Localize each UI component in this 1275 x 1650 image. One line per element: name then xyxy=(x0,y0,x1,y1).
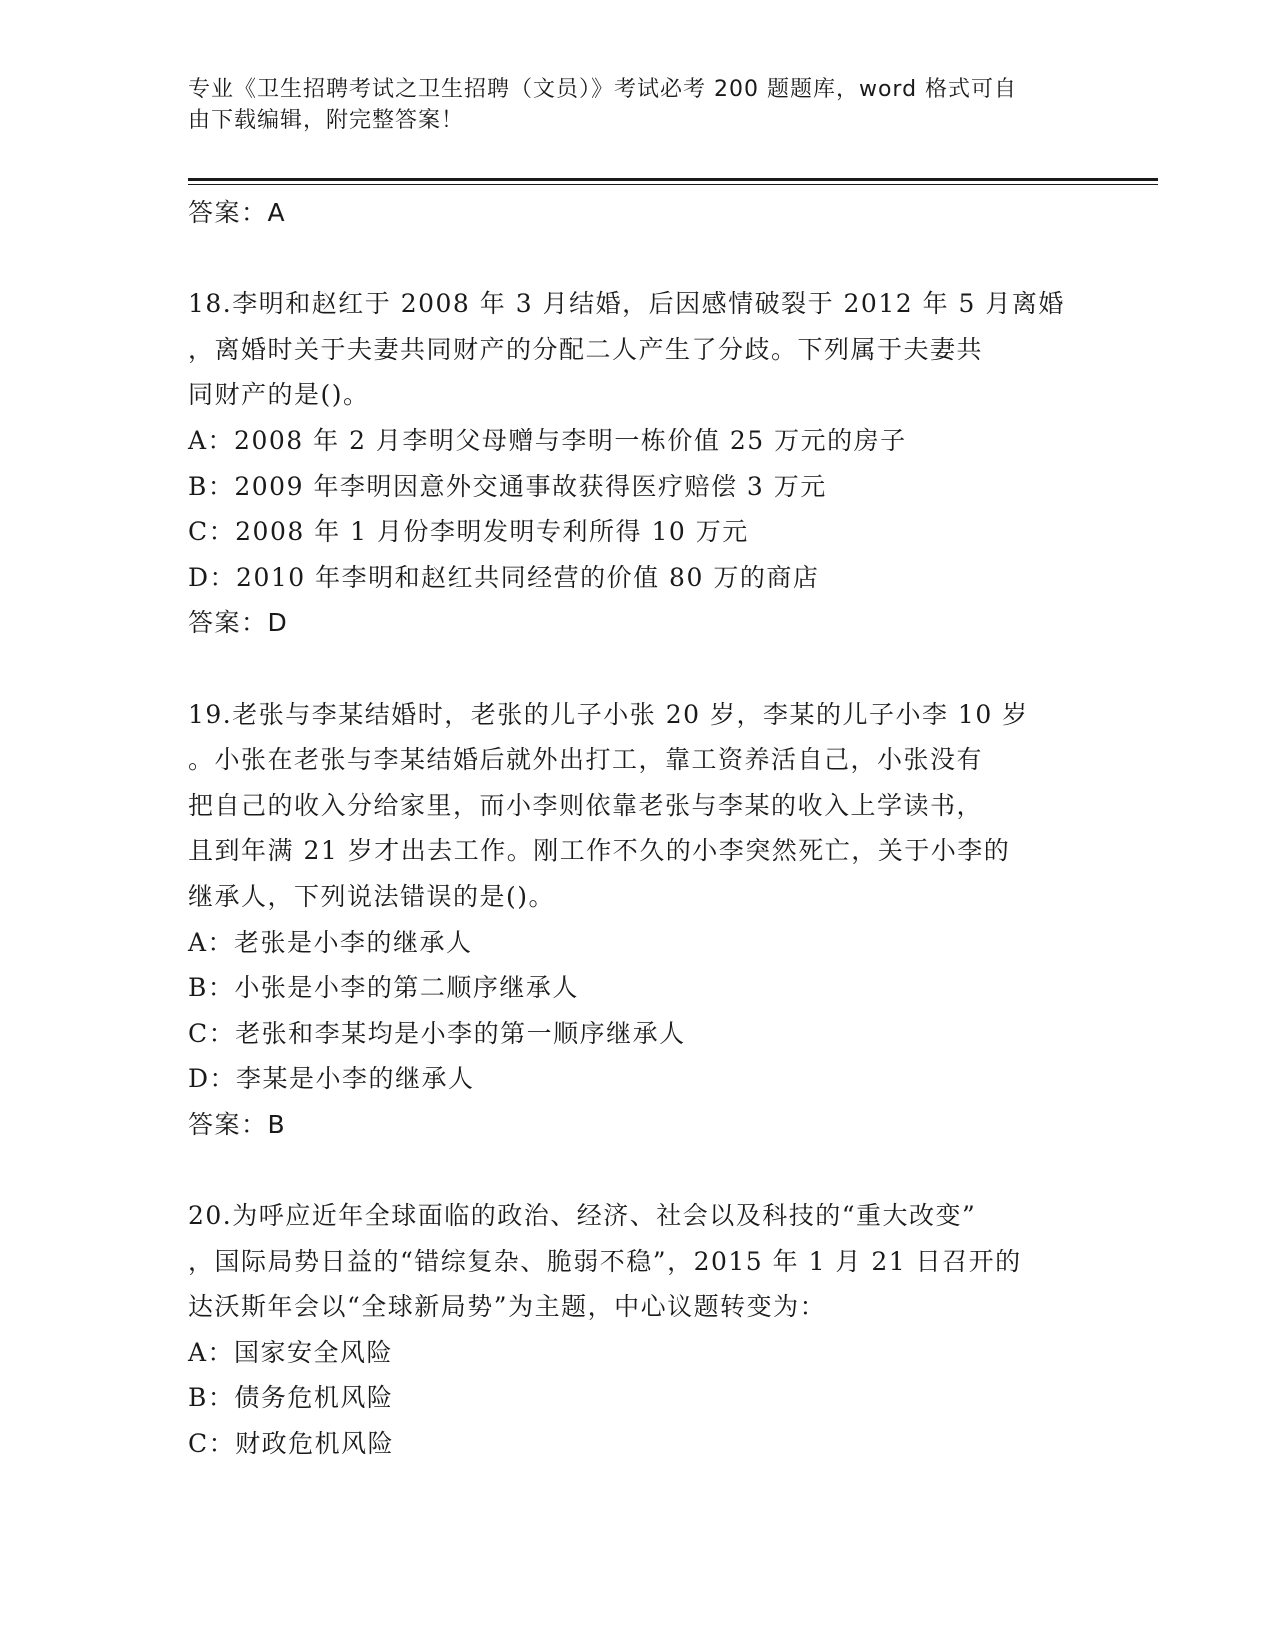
spacer xyxy=(188,1147,1088,1193)
option-b: B：2009 年李明因意外交通事故获得医疗赔偿 3 万元 xyxy=(188,471,827,501)
answer-line: 答案：B xyxy=(188,1109,287,1139)
option-c: C：财政危机风险 xyxy=(188,1429,395,1459)
question-stem-line: ，离婚时关于夫妻共同财产的分配二人产生了分歧。下列属于夫妻共 xyxy=(188,334,984,364)
question-stem-line: 18.李明和赵红于 2008 年 3 月结婚，后因感情破裂于 2012 年 5 月离婚 xyxy=(188,289,1065,319)
option-d: D：2010 年李明和赵红共同经营的价值 80 万的商店 xyxy=(188,562,820,592)
header-divider-thin xyxy=(188,184,1158,185)
header-divider-thick xyxy=(188,178,1158,181)
answer-line: 答案：D xyxy=(188,608,289,638)
spacer xyxy=(188,236,1088,282)
option-c: C：2008 年 1 月份李明发明专利所得 10 万元 xyxy=(188,517,749,547)
previous-answer: 答案：A xyxy=(188,198,287,227)
spacer xyxy=(188,646,1088,692)
option-a: A：国家安全风险 xyxy=(188,1337,394,1367)
question-stem-line: 且到年满 21 岁才出去工作。刚工作不久的小李突然死亡，关于小李的 xyxy=(188,836,1011,866)
option-b: B：小张是小李的第二顺序继承人 xyxy=(188,973,579,1003)
option-c: C：老张和李某均是小李的第一顺序继承人 xyxy=(188,1018,686,1048)
question-19 xyxy=(188,692,1088,1148)
question-20 xyxy=(188,1193,1088,1467)
header-line-1: 专业《卫生招聘考试之卫生招聘（文员）》考试必考 200 题题库，word 格式可自 xyxy=(188,77,1018,102)
question-stem-line: 继承人，下列说法错误的是()。 xyxy=(188,881,556,911)
option-d: D：李某是小李的继承人 xyxy=(188,1064,475,1094)
question-stem-line: 19.老张与李某结婚时，老张的儿子小张 20 岁，李某的儿子小李 10 岁 xyxy=(188,699,1029,729)
question-stem-line: 同财产的是()。 xyxy=(188,380,370,410)
option-a: A：2008 年 2 月李明父母赠与李明一栋价值 25 万元的房子 xyxy=(188,425,907,455)
document-header xyxy=(188,74,1088,136)
option-b: B：债务危机风险 xyxy=(188,1383,394,1413)
option-a: A：老张是小李的继承人 xyxy=(188,927,473,957)
document-body xyxy=(188,190,1088,1467)
question-stem-line: 把自己的收入分给家里，而小李则依靠老张与李某的收入上学读书， xyxy=(188,790,984,820)
question-stem-line: 达沃斯年会以“全球新局势”为主题，中心议题转变为： xyxy=(188,1292,827,1322)
question-18 xyxy=(188,281,1088,646)
question-stem-line: 20.为呼应近年全球面临的政治、经济、社会以及科技的“重大改变” xyxy=(188,1201,977,1231)
question-stem-line: 。小张在老张与李某结婚后就外出打工，靠工资养活自己，小张没有 xyxy=(188,745,984,775)
question-stem-line: ，国际局势日益的“错综复杂、脆弱不稳”，2015 年 1 月 21 日召开的 xyxy=(188,1246,1022,1276)
header-line-2: 由下载编辑，附完整答案！ xyxy=(188,108,465,133)
